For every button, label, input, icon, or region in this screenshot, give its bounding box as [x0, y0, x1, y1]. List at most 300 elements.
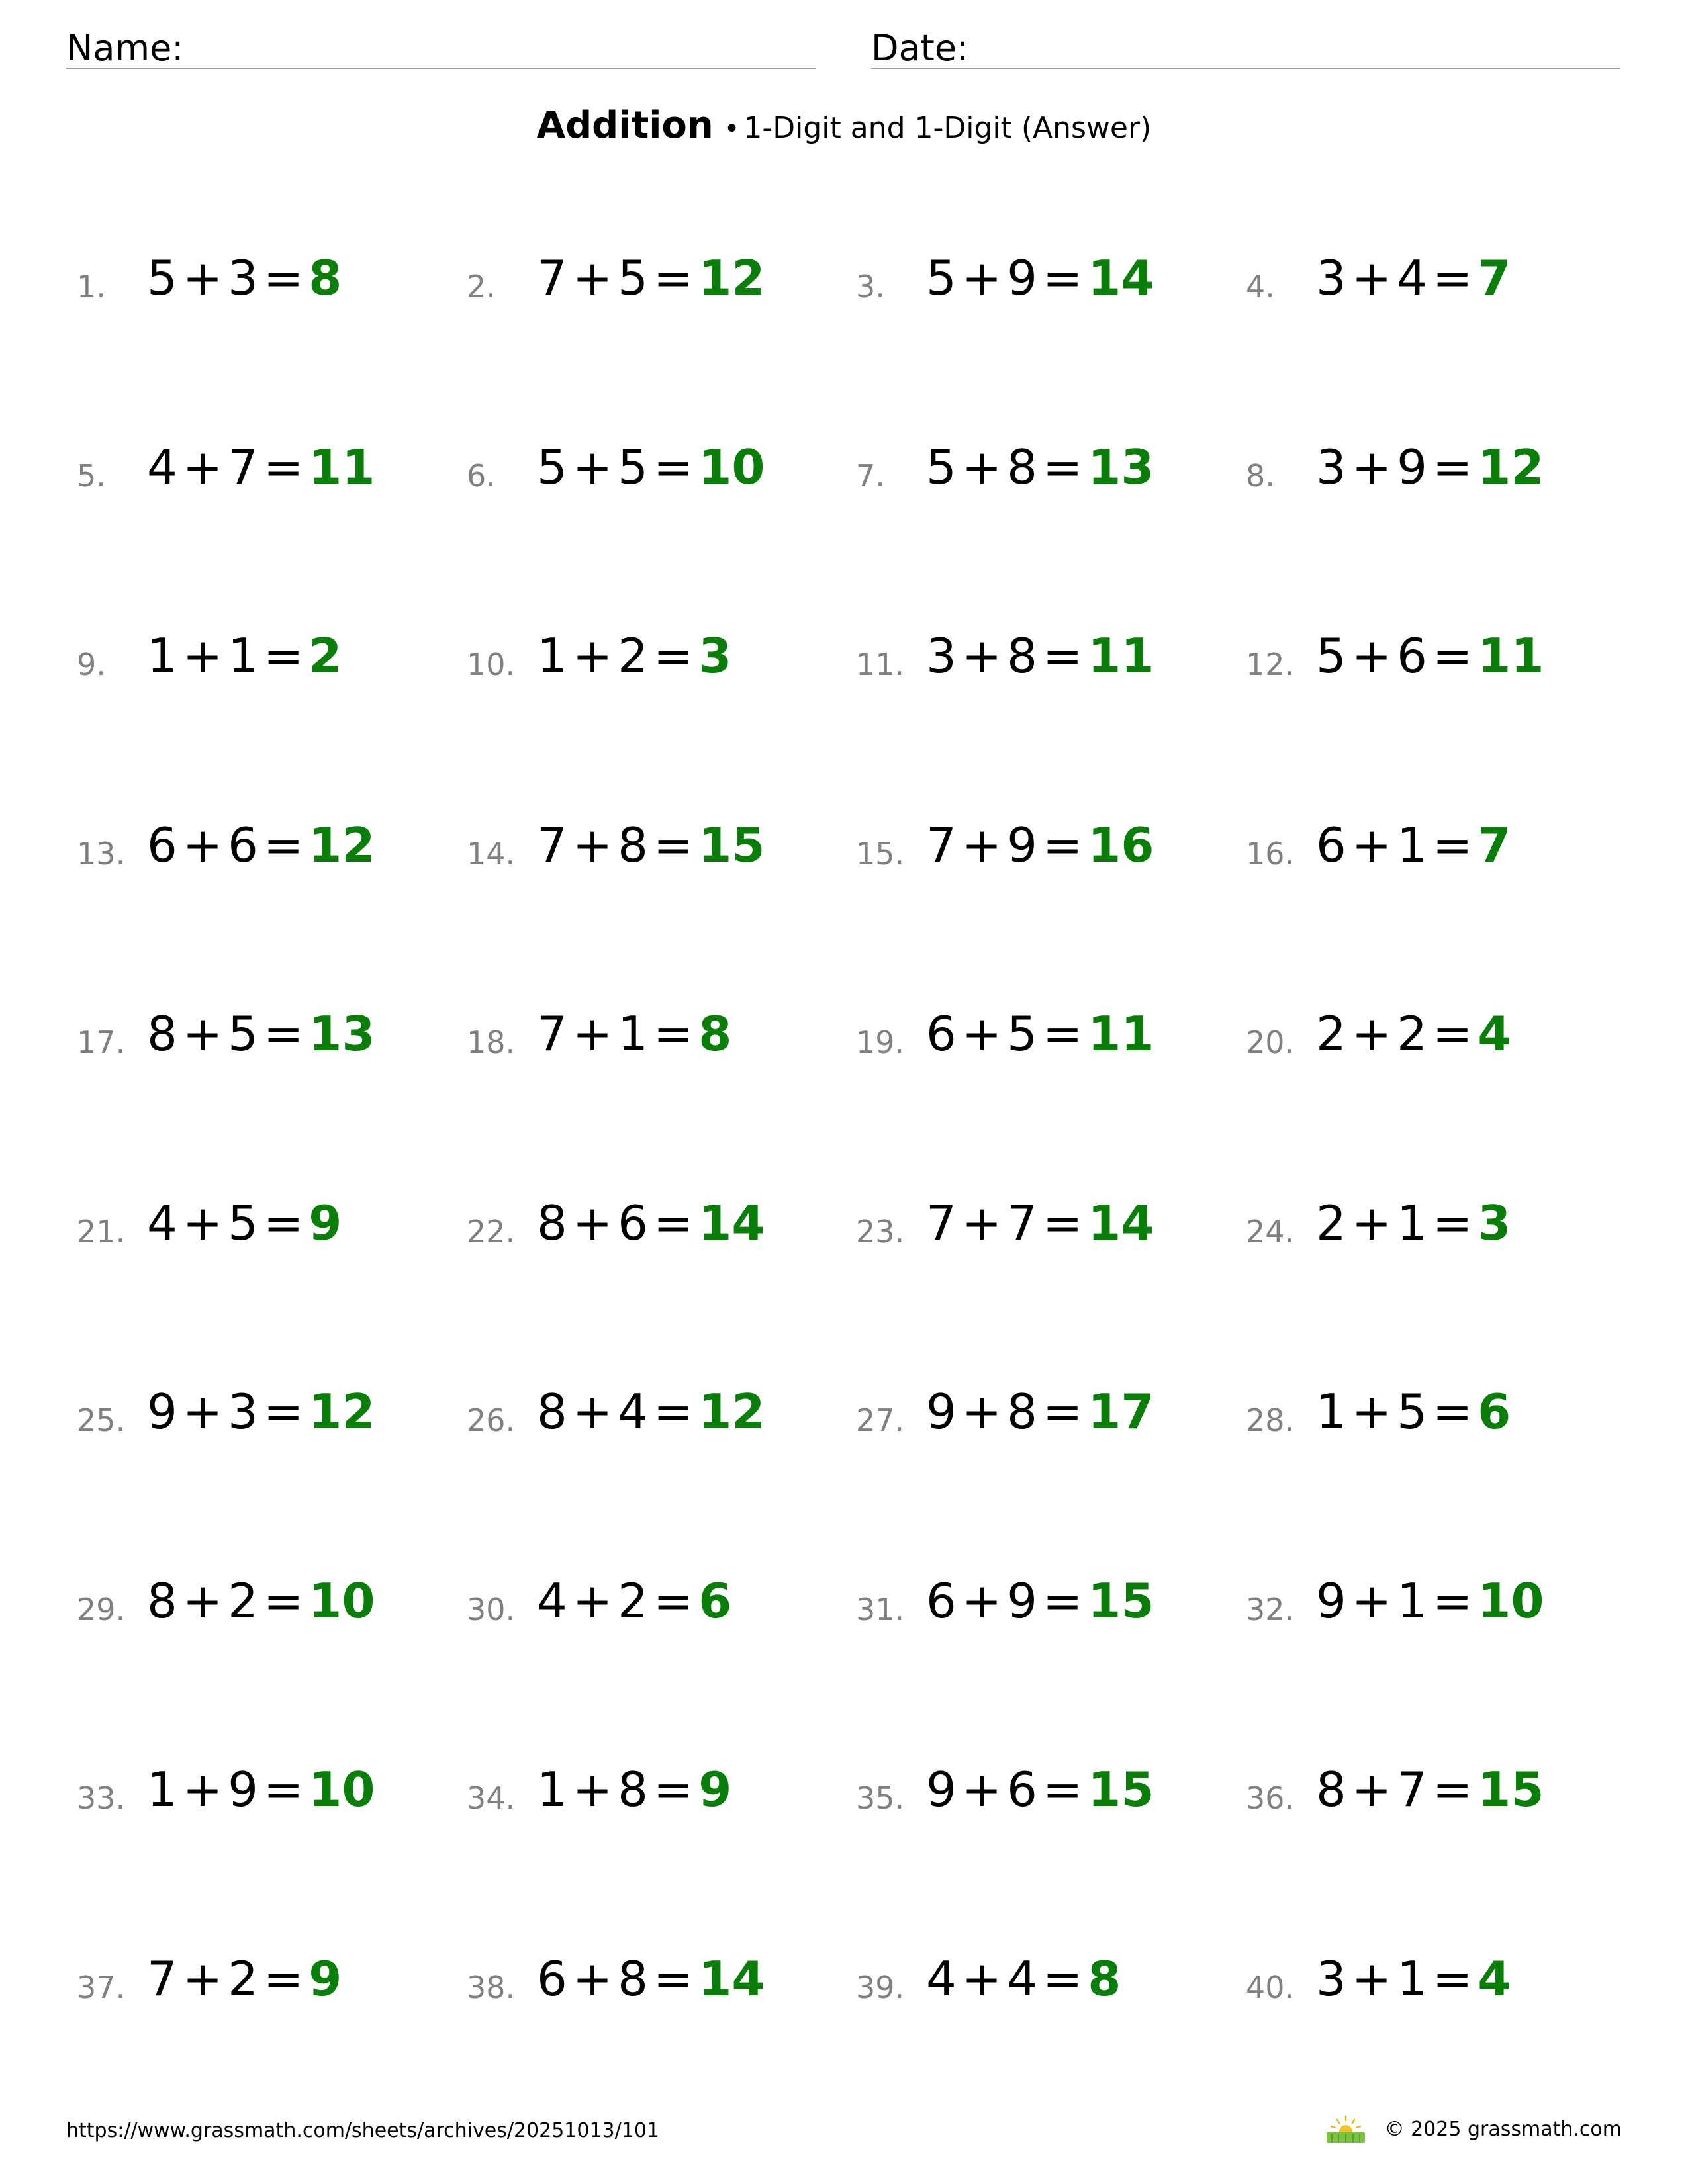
footer-branding: [1324, 2114, 1622, 2146]
problem-number: 4.: [1246, 269, 1275, 304]
answer: 17: [1088, 1384, 1154, 1439]
problem-equation: [537, 1006, 732, 1062]
problem-number: 38.: [467, 1970, 516, 2005]
problem-number: 26.: [467, 1402, 516, 1438]
problem-number: 39.: [856, 1970, 905, 2005]
problem-item: [856, 629, 1253, 696]
problem-equation: [926, 250, 1154, 306]
equals-sign: =: [263, 628, 304, 684]
problem-equation: [926, 1006, 1154, 1062]
answer: 6: [698, 1573, 732, 1629]
operand-a: 3: [1316, 1951, 1346, 2007]
operand-a: 1: [147, 1762, 177, 1817]
problem-item: [467, 819, 864, 885]
equals-sign: =: [653, 1573, 694, 1629]
operand-b: 8: [1007, 1384, 1037, 1439]
operand-a: 8: [1316, 1762, 1346, 1817]
answer: 8: [308, 250, 342, 306]
operand-b: 5: [228, 1195, 258, 1251]
problem-equation: [1316, 1195, 1511, 1251]
plus-sign: +: [961, 250, 1002, 306]
operand-a: 3: [1316, 439, 1346, 495]
operand-a: 5: [147, 250, 177, 306]
problem-number: 28.: [1246, 1402, 1295, 1438]
operand-a: 9: [926, 1384, 957, 1439]
problem-item: [1246, 629, 1643, 696]
problem-number: 21.: [77, 1214, 126, 1250]
plus-sign: +: [1351, 439, 1392, 495]
answer: 15: [1088, 1762, 1154, 1817]
answer: 13: [1088, 439, 1154, 495]
problem-number: 20.: [1246, 1024, 1295, 1060]
problem-equation: [926, 1762, 1154, 1817]
operand-a: 9: [1316, 1573, 1346, 1629]
problem-item: [77, 441, 474, 507]
operand-b: 1: [1397, 817, 1427, 873]
answer: 4: [1477, 1951, 1511, 2007]
problem-number: 12.: [1246, 647, 1295, 682]
plus-sign: +: [1351, 628, 1392, 684]
problem-equation: [147, 628, 342, 684]
answer: 11: [1088, 628, 1154, 684]
worksheet-title: [0, 104, 1688, 147]
problem-item: [1246, 1574, 1643, 1641]
plus-sign: +: [1351, 1195, 1392, 1251]
equals-sign: =: [263, 250, 304, 306]
problem-number: 40.: [1246, 1970, 1295, 2005]
plus-sign: +: [572, 1384, 613, 1439]
operand-a: 8: [147, 1006, 177, 1062]
operand-b: 2: [228, 1573, 258, 1629]
equals-sign: =: [653, 1762, 694, 1817]
equals-sign: =: [263, 1573, 304, 1629]
equals-sign: =: [1432, 628, 1473, 684]
problem-item: [1246, 441, 1643, 507]
answer: 12: [698, 250, 765, 306]
date-field[interactable]: [871, 20, 1620, 69]
operand-a: 4: [926, 1951, 957, 2007]
equals-sign: =: [1042, 817, 1083, 873]
operand-a: 7: [537, 817, 567, 873]
problem-number: 18.: [467, 1024, 516, 1060]
operand-b: 1: [228, 628, 258, 684]
problem-equation: [1316, 1762, 1544, 1817]
problem-number: 35.: [856, 1780, 905, 1816]
plus-sign: +: [1351, 817, 1392, 873]
operand-a: 7: [147, 1951, 177, 2007]
answer: 15: [1088, 1573, 1154, 1629]
problem-number: 6.: [467, 458, 496, 494]
operand-a: 8: [537, 1195, 567, 1251]
operand-b: 9: [1397, 439, 1427, 495]
answer: 10: [698, 439, 765, 495]
problem-item: [467, 629, 864, 696]
answer: 12: [308, 1384, 375, 1439]
equals-sign: =: [1432, 1195, 1473, 1251]
equals-sign: =: [1432, 1762, 1473, 1817]
plus-sign: +: [1351, 1951, 1392, 2007]
answer: 4: [1477, 1006, 1511, 1062]
plus-sign: +: [1351, 1573, 1392, 1629]
plus-sign: +: [182, 1006, 223, 1062]
problem-item: [77, 1385, 474, 1451]
problem-item: [77, 1197, 474, 1263]
answer: 8: [1088, 1951, 1121, 2007]
footer-url[interactable]: https://www.grassmath.com/sheets/archives/20251013/101: [66, 2119, 660, 2142]
problem-equation: [147, 439, 375, 495]
plus-sign: +: [572, 628, 613, 684]
operand-a: 1: [537, 628, 567, 684]
operand-b: 3: [228, 1384, 258, 1439]
problem-number: 23.: [856, 1214, 905, 1250]
problem-item: [856, 1574, 1253, 1641]
name-label: Name:: [66, 27, 184, 69]
plus-sign: +: [961, 439, 1002, 495]
answer: 11: [308, 439, 375, 495]
answer: 14: [698, 1951, 765, 2007]
problem-number: 8.: [1246, 458, 1275, 494]
operand-b: 8: [1007, 439, 1037, 495]
answer: 9: [308, 1195, 342, 1251]
name-field[interactable]: [66, 20, 816, 69]
answer: 12: [1477, 439, 1544, 495]
answer: 9: [308, 1951, 342, 2007]
equals-sign: =: [653, 1384, 694, 1439]
plus-sign: +: [1351, 1006, 1392, 1062]
plus-sign: +: [572, 1762, 613, 1817]
problem-number: 14.: [467, 836, 516, 872]
operand-a: 5: [537, 439, 567, 495]
problem-equation: [537, 1762, 732, 1817]
problem-number: 34.: [467, 1780, 516, 1816]
problem-number: 19.: [856, 1024, 905, 1060]
plus-sign: +: [572, 817, 613, 873]
operand-b: 6: [228, 817, 258, 873]
problem-grid: [0, 251, 1688, 2105]
plus-sign: +: [182, 250, 223, 306]
answer: 13: [308, 1006, 375, 1062]
problem-equation: [926, 1951, 1121, 2007]
equals-sign: =: [263, 817, 304, 873]
operand-b: 5: [1397, 1384, 1427, 1439]
operand-a: 3: [1316, 250, 1346, 306]
equals-sign: =: [653, 250, 694, 306]
operand-b: 7: [228, 439, 258, 495]
problem-item: [1246, 819, 1643, 885]
operand-b: 6: [1397, 628, 1427, 684]
answer: 15: [698, 817, 765, 873]
equals-sign: =: [263, 1006, 304, 1062]
problem-item: [77, 629, 474, 696]
problem-equation: [147, 1573, 375, 1629]
plus-sign: +: [961, 817, 1002, 873]
problem-number: 33.: [77, 1780, 126, 1816]
answer: 14: [1088, 1195, 1154, 1251]
operand-a: 9: [926, 1762, 957, 1817]
plus-sign: +: [572, 1951, 613, 2007]
operand-a: 4: [537, 1573, 567, 1629]
problem-number: 32.: [1246, 1592, 1295, 1627]
plus-sign: +: [961, 628, 1002, 684]
operand-a: 1: [1316, 1384, 1346, 1439]
equals-sign: =: [1432, 1006, 1473, 1062]
problem-item: [77, 1574, 474, 1641]
problem-item: [77, 819, 474, 885]
equals-sign: =: [263, 1384, 304, 1439]
problem-equation: [147, 1762, 375, 1817]
operand-a: 3: [926, 628, 957, 684]
plus-sign: +: [1351, 1762, 1392, 1817]
problem-item: [77, 1007, 474, 1073]
operand-b: 4: [1397, 250, 1427, 306]
operand-b: 1: [1397, 1951, 1427, 2007]
sun-over-grass-icon: [1324, 2114, 1368, 2146]
problem-number: 31.: [856, 1592, 905, 1627]
problem-equation: [147, 1951, 342, 2007]
problem-equation: [1316, 1573, 1544, 1629]
problem-item: [77, 251, 474, 318]
operand-b: 5: [1007, 1006, 1037, 1062]
operand-b: 1: [1397, 1573, 1427, 1629]
answer: 7: [1477, 817, 1511, 873]
operand-b: 2: [228, 1951, 258, 2007]
problem-equation: [1316, 1384, 1511, 1439]
problem-equation: [1316, 1006, 1511, 1062]
problem-number: 37.: [77, 1970, 126, 2005]
operand-a: 6: [1316, 817, 1346, 873]
problem-item: [856, 1007, 1253, 1073]
problem-equation: [537, 250, 765, 306]
plus-sign: +: [572, 250, 613, 306]
operand-b: 1: [1397, 1195, 1427, 1251]
problem-item: [856, 1763, 1253, 1829]
equals-sign: =: [263, 1762, 304, 1817]
equals-sign: =: [1042, 1573, 1083, 1629]
answer: 10: [1477, 1573, 1544, 1629]
answer: 6: [1477, 1384, 1511, 1439]
answer: 3: [698, 628, 732, 684]
answer: 10: [308, 1762, 375, 1817]
operand-a: 5: [1316, 628, 1346, 684]
problem-item: [1246, 1763, 1643, 1829]
equals-sign: =: [1042, 628, 1083, 684]
date-label: Date:: [871, 27, 969, 69]
plus-sign: +: [572, 1195, 613, 1251]
operand-b: 2: [618, 1573, 648, 1629]
problem-equation: [537, 1573, 732, 1629]
operand-a: 2: [1316, 1195, 1346, 1251]
problem-equation: [1316, 439, 1544, 495]
equals-sign: =: [263, 1195, 304, 1251]
problem-equation: [926, 1573, 1154, 1629]
answer: 12: [698, 1384, 765, 1439]
answer: 3: [1477, 1195, 1511, 1251]
operand-a: 8: [537, 1384, 567, 1439]
answer: 9: [698, 1762, 732, 1817]
operand-b: 4: [1007, 1951, 1037, 2007]
operand-b: 2: [618, 628, 648, 684]
answer: 7: [1477, 250, 1511, 306]
plus-sign: +: [961, 1573, 1002, 1629]
equals-sign: =: [1042, 1951, 1083, 2007]
problem-item: [467, 1763, 864, 1829]
operand-a: 6: [926, 1006, 957, 1062]
operand-a: 4: [147, 439, 177, 495]
operand-b: 1: [618, 1006, 648, 1062]
problem-equation: [147, 1195, 342, 1251]
problem-equation: [537, 628, 732, 684]
plus-sign: +: [182, 439, 223, 495]
operand-a: 1: [147, 628, 177, 684]
operand-a: 6: [537, 1951, 567, 2007]
operand-b: 4: [618, 1384, 648, 1439]
operand-a: 9: [147, 1384, 177, 1439]
problem-item: [856, 819, 1253, 885]
problem-equation: [147, 1006, 375, 1062]
plus-sign: +: [182, 628, 223, 684]
operand-b: 8: [1007, 628, 1037, 684]
equals-sign: =: [653, 1006, 694, 1062]
plus-sign: +: [961, 1384, 1002, 1439]
equals-sign: =: [653, 1951, 694, 2007]
operand-a: 4: [147, 1195, 177, 1251]
problem-item: [1246, 1007, 1643, 1073]
problem-equation: [926, 817, 1154, 873]
operand-b: 3: [228, 250, 258, 306]
equals-sign: =: [653, 439, 694, 495]
problem-equation: [926, 628, 1154, 684]
operand-a: 2: [1316, 1006, 1346, 1062]
problem-number: 13.: [77, 836, 126, 872]
problem-number: 16.: [1246, 836, 1295, 872]
problem-equation: [926, 1195, 1154, 1251]
problem-item: [467, 1197, 864, 1263]
operand-b: 7: [1397, 1762, 1427, 1817]
problem-item: [1246, 1197, 1643, 1263]
equals-sign: =: [1432, 817, 1473, 873]
problem-equation: [537, 1384, 765, 1439]
equals-sign: =: [1042, 1384, 1083, 1439]
problem-equation: [537, 1951, 765, 2007]
problem-item: [1246, 1952, 1643, 2019]
equals-sign: =: [1042, 439, 1083, 495]
operand-b: 5: [228, 1006, 258, 1062]
problem-number: 10.: [467, 647, 516, 682]
problem-item: [1246, 251, 1643, 318]
problem-equation: [926, 1384, 1154, 1439]
answer: 2: [308, 628, 342, 684]
problem-item: [467, 251, 864, 318]
answer: 16: [1088, 817, 1154, 873]
plus-sign: +: [961, 1195, 1002, 1251]
problem-equation: [926, 439, 1154, 495]
operand-b: 8: [618, 1951, 648, 2007]
problem-item: [1246, 1385, 1643, 1451]
problem-number: 22.: [467, 1214, 516, 1250]
plus-sign: +: [182, 817, 223, 873]
problem-number: 30.: [467, 1592, 516, 1627]
answer: 14: [1088, 250, 1154, 306]
plus-sign: +: [182, 1951, 223, 2007]
problem-equation: [537, 817, 765, 873]
problem-number: 27.: [856, 1402, 905, 1438]
operand-b: 5: [618, 250, 648, 306]
problem-item: [467, 1385, 864, 1451]
equals-sign: =: [653, 817, 694, 873]
equals-sign: =: [653, 628, 694, 684]
operand-b: 5: [618, 439, 648, 495]
problem-item: [77, 1952, 474, 2019]
operand-b: 2: [1397, 1006, 1427, 1062]
plus-sign: +: [961, 1762, 1002, 1817]
equals-sign: =: [1042, 250, 1083, 306]
title-subtitle: 1-Digit and 1-Digit (Answer): [743, 111, 1152, 145]
plus-sign: +: [182, 1573, 223, 1629]
problem-number: 1.: [77, 269, 106, 304]
operand-a: 1: [537, 1762, 567, 1817]
problem-equation: [1316, 817, 1511, 873]
problem-number: 36.: [1246, 1780, 1295, 1816]
operand-b: 6: [618, 1195, 648, 1251]
problem-number: 15.: [856, 836, 905, 872]
problem-number: 11.: [856, 647, 905, 682]
problem-item: [77, 1763, 474, 1829]
operand-b: 7: [1007, 1195, 1037, 1251]
plus-sign: +: [572, 439, 613, 495]
problem-number: 3.: [856, 269, 885, 304]
answer: 11: [1088, 1006, 1154, 1062]
footer-copyright: © 2025 grassmath.com: [1384, 2118, 1622, 2141]
operand-b: 9: [1007, 1573, 1037, 1629]
plus-sign: +: [572, 1573, 613, 1629]
equals-sign: =: [1042, 1006, 1083, 1062]
plus-sign: +: [961, 1006, 1002, 1062]
problem-number: 24.: [1246, 1214, 1295, 1250]
problem-number: 29.: [77, 1592, 126, 1627]
problem-item: [856, 1952, 1253, 2019]
operand-a: 6: [147, 817, 177, 873]
operand-a: 7: [926, 817, 957, 873]
problem-equation: [537, 1195, 765, 1251]
problem-item: [467, 1952, 864, 2019]
problem-item: [467, 1007, 864, 1073]
equals-sign: =: [1432, 250, 1473, 306]
problem-item: [856, 1385, 1253, 1451]
problem-equation: [537, 439, 765, 495]
plus-sign: +: [961, 1951, 1002, 2007]
problem-number: 9.: [77, 647, 106, 682]
plus-sign: +: [1351, 1384, 1392, 1439]
problem-item: [467, 1574, 864, 1641]
answer: 14: [698, 1195, 765, 1251]
problem-number: 25.: [77, 1402, 126, 1438]
equals-sign: =: [1432, 1384, 1473, 1439]
answer: 12: [308, 817, 375, 873]
problem-number: 5.: [77, 458, 106, 494]
operand-b: 8: [618, 1762, 648, 1817]
operand-b: 9: [1007, 250, 1037, 306]
operand-a: 5: [926, 250, 957, 306]
operand-b: 9: [1007, 817, 1037, 873]
operand-b: 8: [618, 817, 648, 873]
answer: 11: [1477, 628, 1544, 684]
answer: 8: [698, 1006, 732, 1062]
plus-sign: +: [182, 1195, 223, 1251]
problem-item: [856, 1197, 1253, 1263]
problem-item: [467, 441, 864, 507]
equals-sign: =: [1042, 1762, 1083, 1817]
problem-equation: [147, 250, 342, 306]
